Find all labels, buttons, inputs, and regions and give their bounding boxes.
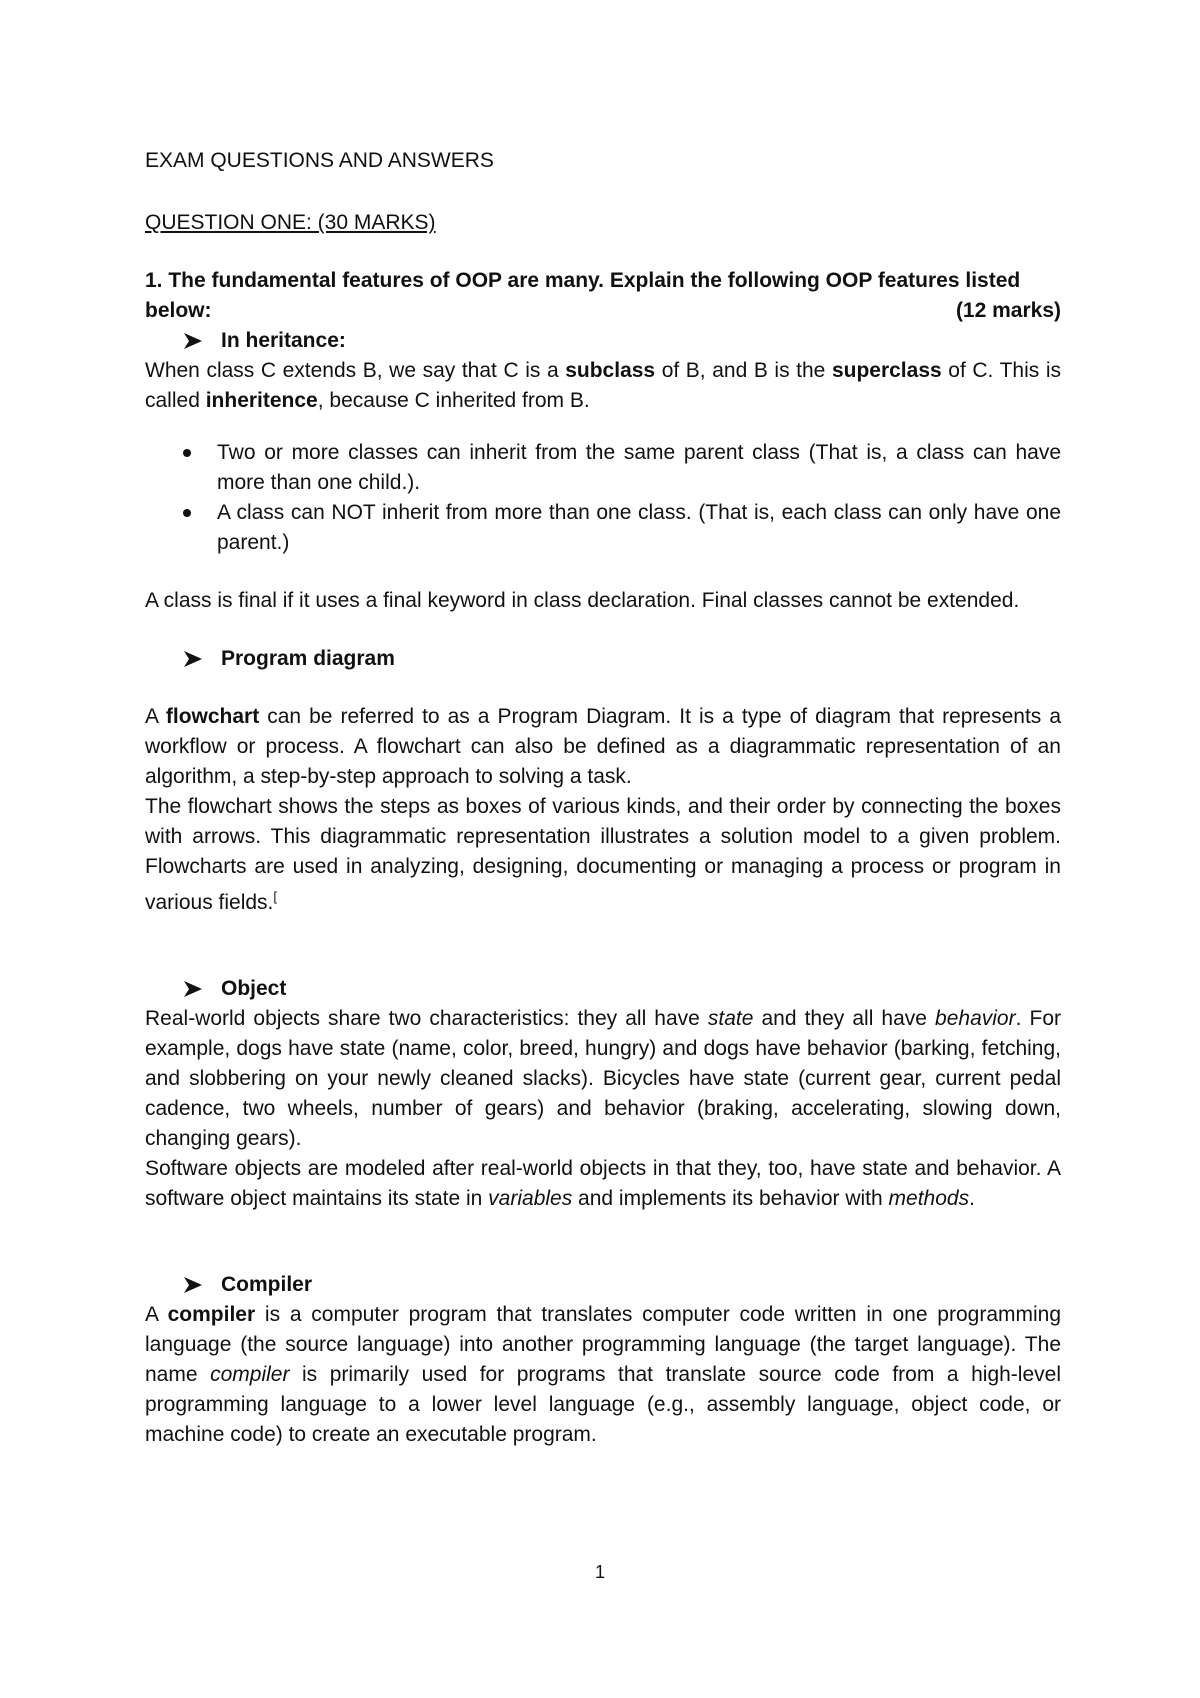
question-line-1: 1. The fundamental features of OOP are many. Explain the following OOP features listed xyxy=(145,269,1021,292)
program-diagram-paragraph-2 xyxy=(145,792,1061,918)
text-run: and they all have xyxy=(753,1007,936,1030)
text-run: Real-world objects share two characteristics: they all have xyxy=(145,1007,708,1030)
document-title: EXAM QUESTIONS AND ANSWERS xyxy=(145,149,494,172)
section-title: In heritance: xyxy=(221,329,346,352)
term-flowchart: flowchart xyxy=(165,705,260,728)
section-heading-inheritance xyxy=(145,326,1061,356)
section-title: Program diagram xyxy=(221,647,395,670)
text-run: . For example, dogs have state (name, color, breed, hungry) and dogs have behavior (barking, fetching, and slobbering on your newly cleaned slacks). Bicycles have state (current gear, current pedal cadence, two wheels, number of gears) and behavior (braking, accelerating, slowing down, changing gears). xyxy=(145,1007,1062,1150)
section-title: Compiler xyxy=(221,1273,313,1296)
final-class-note: A class is final if it uses a final keyword in class declaration. Final classes cannot be extended. xyxy=(145,589,1020,612)
term-subclass: subclass xyxy=(565,359,656,382)
term-inheritence: inheritence xyxy=(205,389,318,412)
text-run: When class C extends B, we say that C is a xyxy=(145,359,566,382)
term-superclass: superclass xyxy=(831,359,942,382)
question-heading: QUESTION ONE: (30 MARKS) xyxy=(145,211,436,234)
list-item-text: Two or more classes can inherit from the same parent class (That is, a class can have more than one child.). xyxy=(217,441,1061,494)
object-paragraph-1 xyxy=(145,1004,1061,1154)
bullet-dot-icon xyxy=(183,509,191,517)
inheritance-paragraph xyxy=(145,356,1061,416)
text-run: A xyxy=(145,1303,168,1326)
term-compiler: compiler xyxy=(167,1303,256,1326)
list-item-text: A class can NOT inherit from more than one class. (That is, each class can only have one parent.) xyxy=(217,501,1061,554)
text-run: , because C inherited from B. xyxy=(317,389,590,412)
bullet-dot-icon xyxy=(183,449,191,457)
question-marks: (12 marks) xyxy=(955,299,1061,322)
text-run: is a computer program that translates computer code written in one programming language (the source language) into another programming language (the target language). The name xyxy=(145,1303,1062,1386)
term-state: state xyxy=(707,1007,754,1030)
text-run: of B, and B is the xyxy=(655,359,832,382)
term-variables: variables xyxy=(488,1187,573,1210)
page-number: 1 xyxy=(594,1562,605,1582)
reference-mark: [ xyxy=(273,889,278,904)
section-heading-program-diagram xyxy=(145,644,1061,674)
text-run: Software objects are modeled after real-world objects in that they, too, have state and behavior. A software object maintains its state in xyxy=(145,1157,1061,1210)
section-heading-compiler xyxy=(145,1270,1061,1300)
list-item xyxy=(145,438,1061,498)
term-methods: methods xyxy=(888,1187,970,1210)
compiler-paragraph xyxy=(145,1300,1061,1450)
term-behavior: behavior xyxy=(935,1007,1016,1030)
inheritance-bullet-list xyxy=(145,438,1061,558)
text-run: and implements its behavior with xyxy=(572,1187,889,1210)
page-content xyxy=(145,146,1061,1450)
text-run: The flowchart shows the steps as boxes of various kinds, and their order by connecting the boxes with arrows. This diagrammatic representation illustrates a solution model to a given problem. Flowcharts are used in analyzing, designing, documenting or managing a process or program in various fields. xyxy=(145,795,1061,914)
list-item xyxy=(145,498,1061,558)
text-run: can be referred to as a Program Diagram. It is a type of diagram that represents a workflow or process. A flowchart can also be defined as a diagrammatic representation of an algorithm, a step-by-step approach to solving a task. xyxy=(145,705,1061,788)
text-run: is primarily used for programs that translate source code from a high-level programming language to a lower level language (e.g., assembly language, object code, or machine code) to create an executable program. xyxy=(145,1363,1061,1446)
arrow-bullet-icon xyxy=(183,1276,209,1294)
text-run: of C. This is called xyxy=(145,359,1061,412)
object-paragraph-2 xyxy=(145,1154,1061,1214)
arrow-bullet-icon xyxy=(183,332,209,350)
section-title: Object xyxy=(221,977,287,1000)
arrow-bullet-icon xyxy=(183,650,209,668)
program-diagram-paragraph-1 xyxy=(145,702,1061,792)
question-line-2-text: below: xyxy=(145,299,212,322)
question-line-2 xyxy=(145,296,1061,326)
arrow-bullet-icon xyxy=(183,980,209,998)
text-run: . xyxy=(969,1187,975,1210)
term-compiler-italic: compiler xyxy=(210,1363,290,1386)
section-heading-object xyxy=(145,974,1061,1004)
text-run: A xyxy=(145,705,166,728)
